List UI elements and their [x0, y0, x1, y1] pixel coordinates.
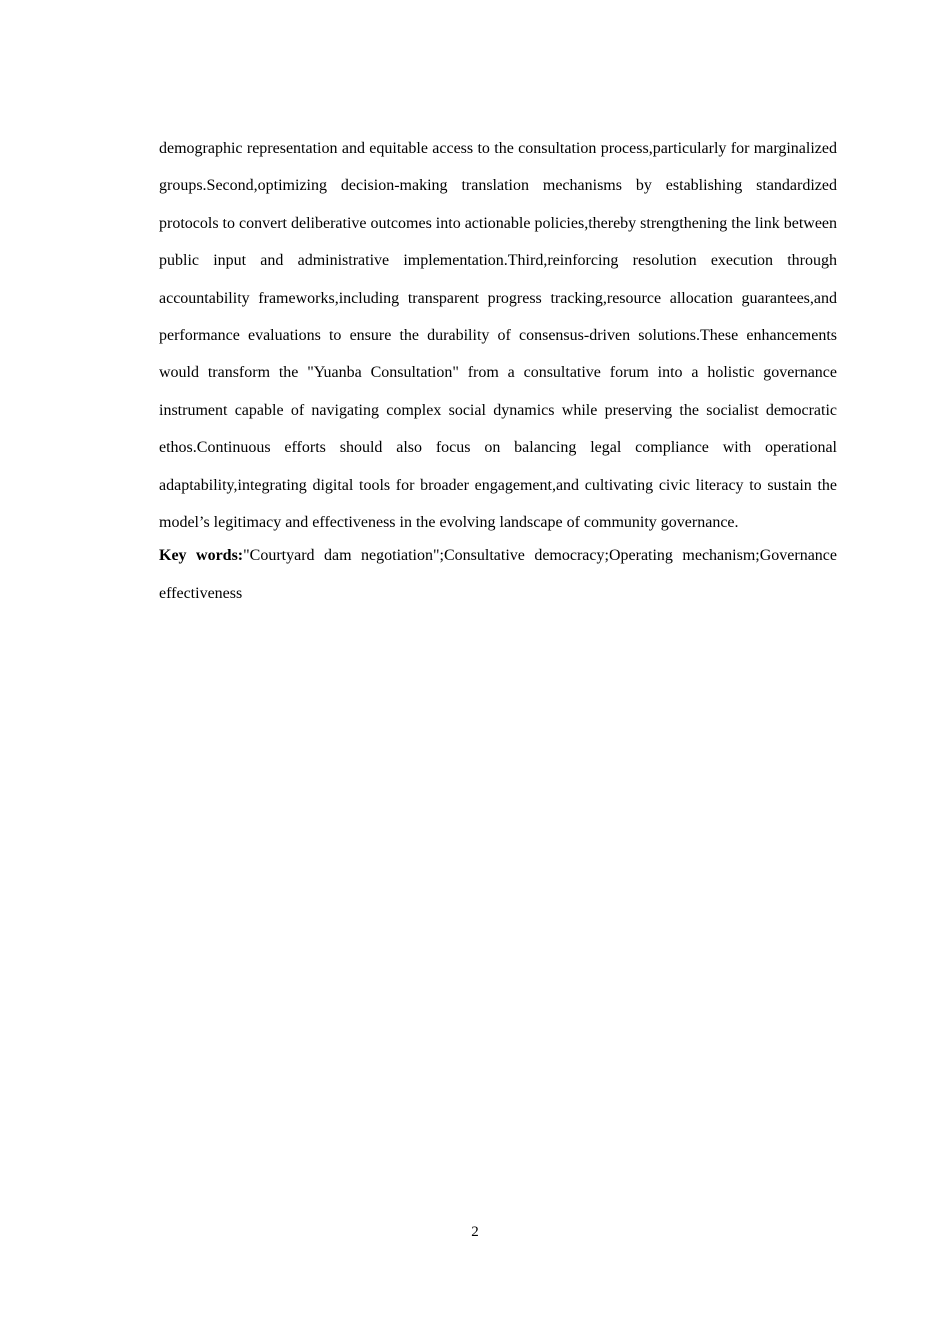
abstract-paragraph: demographic representation and equitable access to the consultation process,particularly for marginalized groups.Second,optimizing decision-making translation mechanisms by establishing standardized protocols to convert deliberative outcomes into actionable policies,thereby strengthening the link between public input and administrative implementation.Third,reinforcing resolution execution through accountability frameworks,including transparent progress tracking,resource allocation guarantees,and performance evaluations to ensure the durability of consensus-driven solutions.These enhancements would transform the "Yuanba Consultation" from a consultative forum into a holistic governance instrument capable of navigating complex social dynamics while preserving the socialist democratic ethos.Continuous efforts should also focus on balancing legal compliance with operational adaptability,integrating digital tools for broader engagement,and cultivating civic literacy to sustain the model’s legitimacy and effectiveness in the evolving landscape of community governance. [159, 140, 838, 532]
page-number: 2 [471, 1224, 479, 1240]
keywords-label: Key words: [159, 547, 244, 565]
page-content [159, 130, 837, 612]
keywords-line [159, 537, 837, 612]
keywords-text: "Courtyard dam negotiation";Consultative democracy;Operating mechanism;Governance effectiveness [159, 547, 837, 602]
